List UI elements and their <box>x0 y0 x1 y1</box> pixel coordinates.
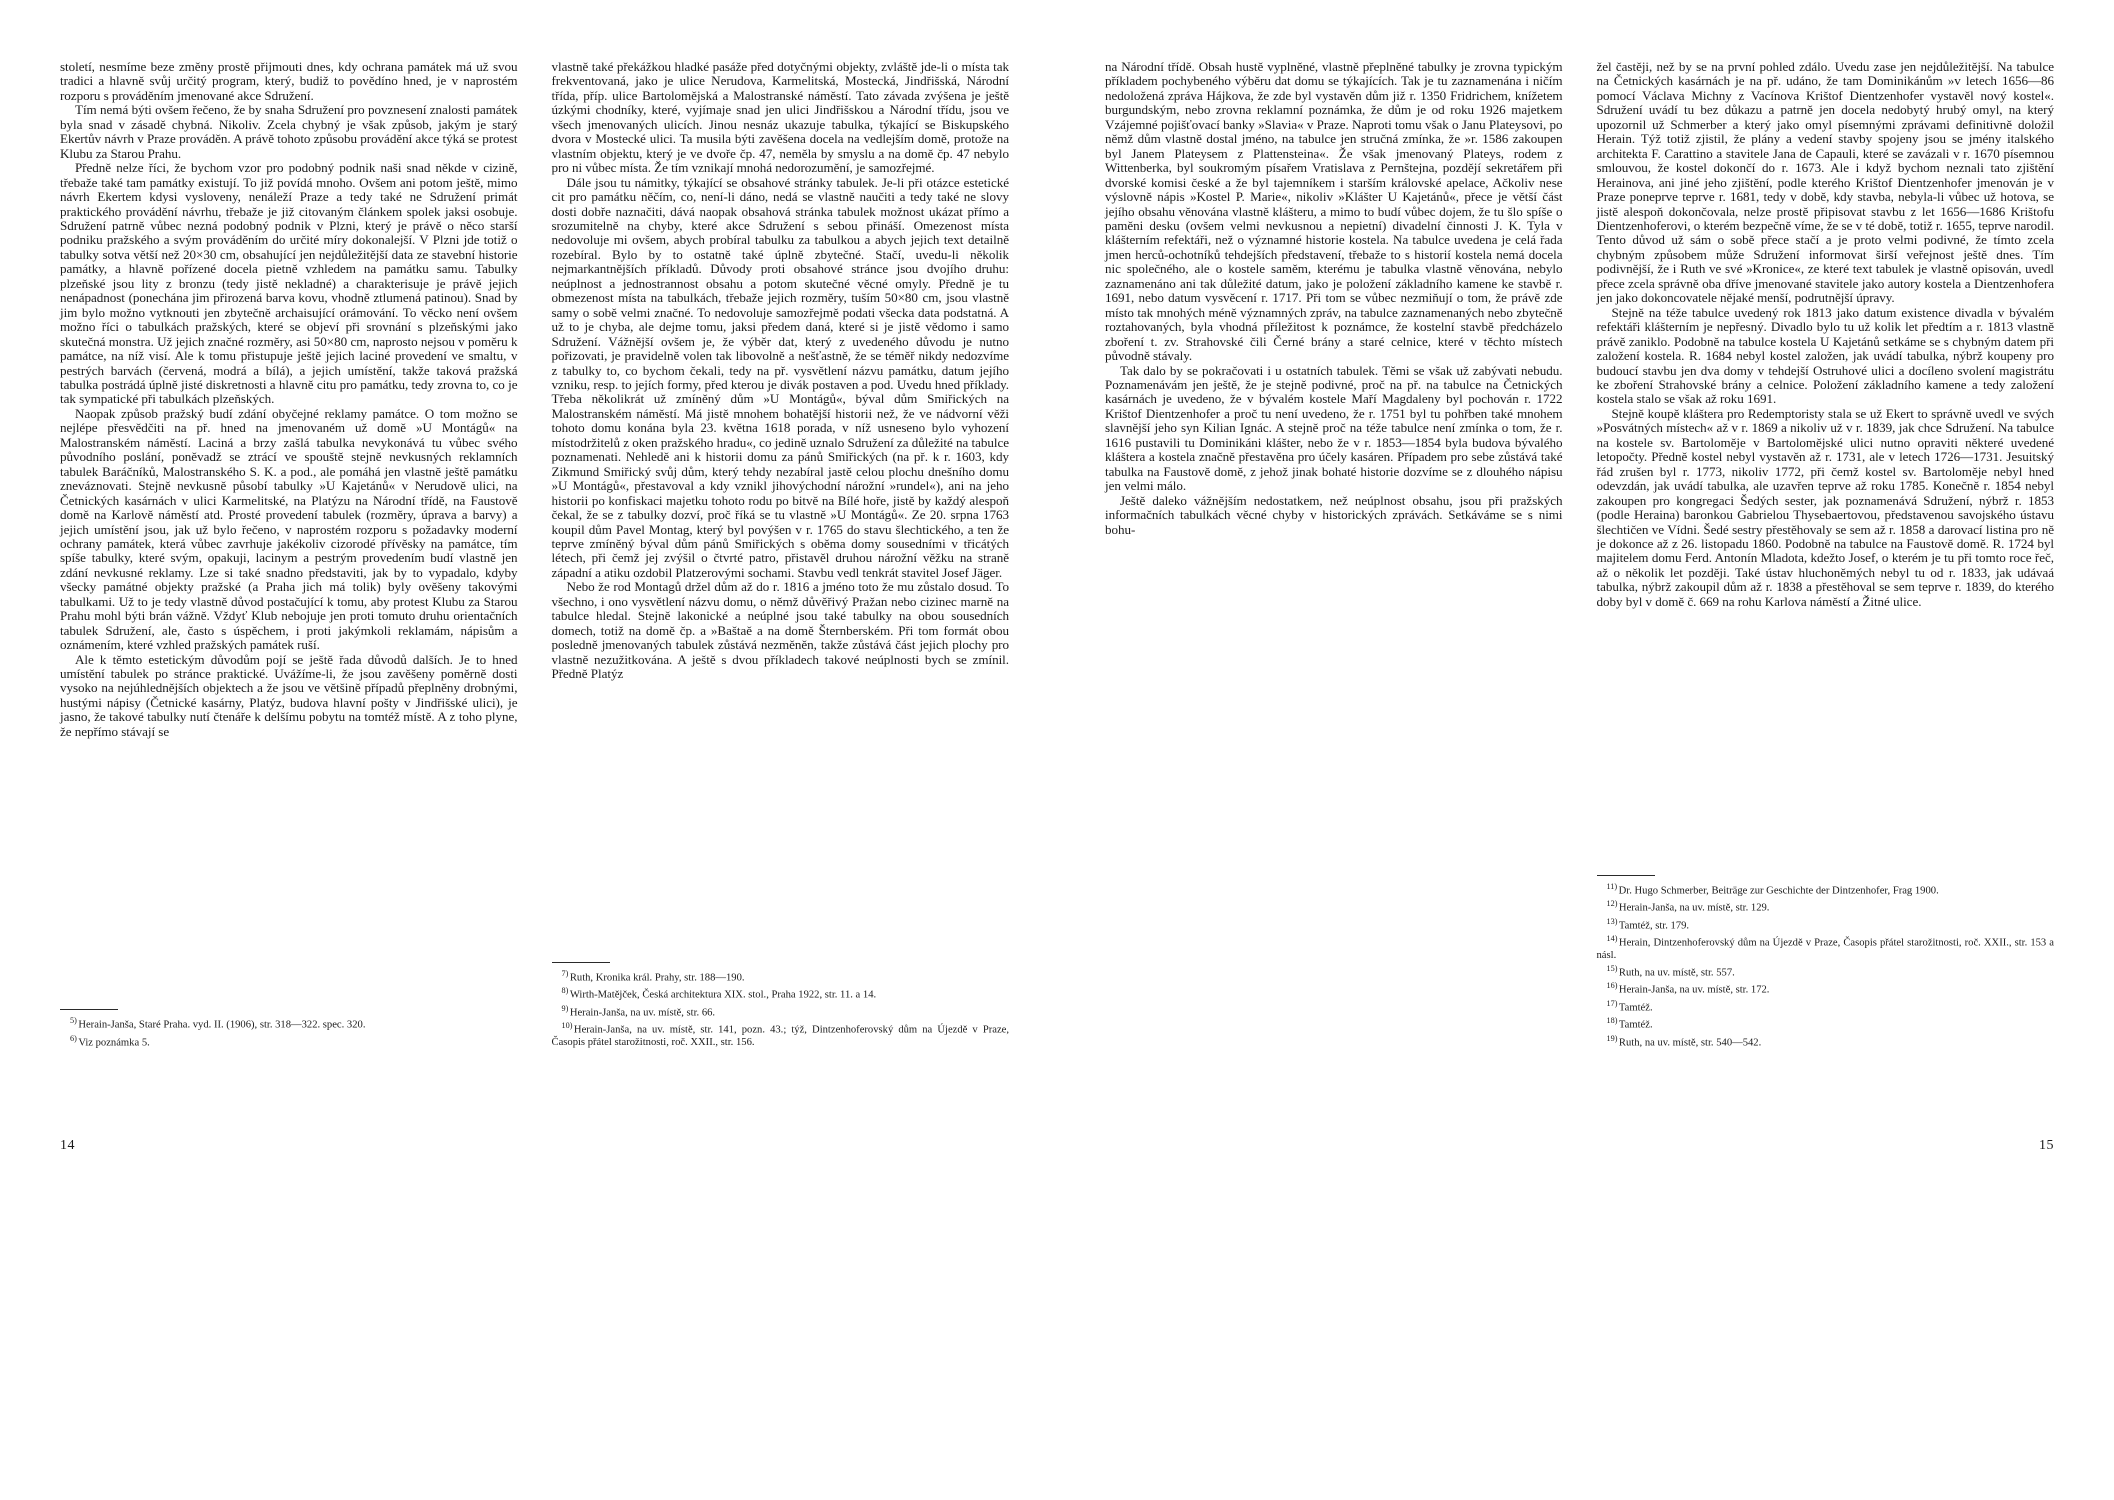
right-page <box>1057 60 2054 1460</box>
footnote-item <box>1597 963 2055 980</box>
paragraph: Tím nemá býti ovšem řečeno, že by snaha Sdružení pro povznesení znalosti památek byla snad v zásadě chybná. Nikoliv. Zcela chybný je však způsob, jakým je starý Ekertův návrh v Praze prováděn. A právě tohoto způsobu provádění akce týká se protest Klubu za Starou Prahu. <box>60 102 518 161</box>
text-block <box>552 60 1010 681</box>
footnote-marker: 9) <box>561 1003 569 1013</box>
footnote-text: Dr. Hugo Schmerber, Beiträge zur Geschichte der Dintzenhofer, Frag 1900. <box>1618 885 1939 897</box>
footnote-marker: 10) <box>561 1021 573 1031</box>
paragraph: Stejně na téže tabulce uvedený rok 1813 jako datum existence divadla v bývalém refektáři klášterním je nepřesný. Divadlo bylo tu už kolik let předtím a r. 1813 vlastně právě zaniklo. Podobně na tabulce kostela U Kajetánů setkáme se s chybným datem při založení kostela. R. 1684 nebyl kostel založen, jak uvádí tabulka, nýbrž koupeny pro budoucí stavbu jen dva domy v tehdejší Ostruhové ulici a docíleno svolení magistrátu ke zboření Strahovské brány a celnice. Položení základního kamene a tedy založení kostela stalo se však až roku 1691. <box>1596 304 2054 407</box>
footnote-text: Herain-Janša, na uv. místě, str. 129. <box>1618 902 1770 914</box>
footnote-item <box>1597 916 2055 933</box>
footnote-text: Herain, Dintzenhoferovský dům na Újezdě v Praze, Časopis přátel starožitnosti, roč. XXII., str. 153 a násl. <box>1596 937 2054 961</box>
footnote-text: Ruth, na uv. místě, str. 540—542. <box>1618 1037 1762 1049</box>
paragraph: století, nesmíme beze změny prostě přijmouti dnes, kdy ochrana památek má už svou tradici a hlavně svůj určitý program, který, budiž to povědíno hned, je v naprostém rozporu s prováděním jmenované akce Sdružení. <box>60 59 518 103</box>
left-page-columns <box>60 60 1009 1050</box>
footnote-text: Herain-Janša, na uv. místě, str. 141, pozn. 43.; týž, Dintzenhoferovský dům na Újezdě v Praze, Časopis přátel starožitnosti, roč. XXII., str. 156. <box>551 1024 1009 1049</box>
footnote-item <box>1597 881 2055 898</box>
paragraph: Ale k těmto estetickým důvodům pojí se ještě řada důvodů dalších. Je to hned umístění tabulek po stránce praktické. Uvážíme-li, že jsou zavěšeny poměrně dosti vysoko na nejúhlednějších objektech a že jsou ve většině případů přeplněny drobnými, hustými nápisy (Četnické kasárny, Platýz, budova hlavní pošty v Jindřišské ulici), je jasno, že takové tabulky nutí čtenáře k delšímu pobytu na tomtéž místě. A z toho plyne, že nepřímo stávají se <box>60 651 518 739</box>
footnote-rule <box>1597 875 1655 876</box>
footnote-text: Herain-Janša, na uv. místě, str. 66. <box>569 1007 716 1019</box>
footnote-marker: 5) <box>70 1016 77 1026</box>
footnote-marker: 19) <box>1606 1033 1618 1043</box>
left-column-2 <box>552 60 1010 1050</box>
footnote-item <box>1597 998 2055 1015</box>
paragraph: Nebo že rod Montagů držel dům až do r. 1816 a jméno toto že mu zůstalo dosud. To všechno, i ono vysvětlení názvu domu, o němž důvěřivý Pražan nebo cizinec marně na tabulce hledal. Stejně lakonické a neúplné jsou také tabulky na obou sousedních domech, totiž na domě čp. a »Baštaě a na domě Šternberském. Při tom formát obou posledně jmenovaných tabulek zůstává nezměněn, takže zůstává část jejich plochy pro vlastně nezužitkována. A ještě s dvou příkladech takové neúplnosti bych se zmínil. Předně Platýz <box>551 579 1009 682</box>
paragraph: vlastně také překážkou hladké pasáže před dotyčnými objekty, zvláště jde-li o místa tak frekventovaná, jako je ulice Nerudova, Karmelitská, Mostecká, Jindřišská, Národní třída, příp. ulice Bartolomějská a Malostranské náměstí. Tato závada zvýšena je ještě úzkými chodníky, které, vyjímaje snad jen ulici Jindřišskou a Národní třídu, jsou ve všech jmenovaných ulicích. Jinou nesnáz ukazuje tabulka, týkající se Biskupského dvora v Mostecké ulici. Ta musila býti zavěšena docela na vedlejším domě, protože na vlastním objektu, který je ve dvoře čp. 47, neměla by smyslu a na domě čp. 47 nebylo pro ni vůbec místa. Že tím vznikají mnohá nedorozumění, je samozřejmé. <box>551 59 1009 176</box>
footnote-marker: 11) <box>1606 881 1618 891</box>
footnote-text: Tamtéž. <box>1618 1019 1653 1031</box>
footnote-item <box>1597 1015 2055 1032</box>
footnote-marker: 12) <box>1606 899 1618 909</box>
footnote-marker: 16) <box>1606 981 1618 991</box>
footnote-marker: 17) <box>1606 998 1618 1008</box>
footnote-marker: 15) <box>1606 963 1618 973</box>
footnote-text: Tamtéž. <box>1618 1002 1653 1014</box>
footnote-item <box>552 1020 1010 1049</box>
footnote-text: Ruth, Kronika král. Prahy, str. 188—190. <box>569 972 745 984</box>
footnote-item <box>1597 898 2055 915</box>
footnote-block <box>1597 868 2055 1050</box>
paragraph: na Národní třídě. Obsah hustě vyplněné, vlastně přeplněné tabulky je zrovna typickým příkladem pochybeného výběru dat domu se týkajících. Tak je tu zaznamenána i ničím nedoložená zpráva Hájkova, že zde byl vystavěn dům již r. 1350 Fridrichem, knížetem burgundským, nebo zrovna reklamní poznámka, že dům je od roku 1926 majetkem Vzájemné pojišťovací banky »Slavia« v Praze. Naproti tomu však o Janu Plateysovi, po němž dům vlastně dostal jméno, na tabulce jen stručná zmínka, že »r. 1586 zakoupen byl Janem Plateysem z Plattensteina«. Že však jmenovaný Plateys, rodem z Wittenberka, byl soukromým písařem Vratislava z Pernštejna, pozdějí sekretářem při dvorské komisi české a že byl tajemníkem i starším královské apelace, Ačkoliv nese výslovně nápis »Kostel P. Marie«, nikoliv »Klášter U Kajetánů«, přece je větší část jejího obsahu věnována vlastně klášteru, a mimo to budí vůbec dojem, že tu šlo spíše o paměni desku (ovšem velmi nevkusnou a nepietní) divadelní činnosti J. K. Tyla v klášterním refektáři, než o významné historie kostela. Na tabulce uvedena je celá řada jmen herců-ochotníků tehdejších představení, třebaže to s historií kostela nemá docela nic společného, ale o kostele saměm, kterému je tabulka vlastně věnována, nebylo zaznamenáno ani tak důležité datum, jako je položení základního kamene ke stavbě r. 1691, nebo datum vysvěcení r. 1717. Při tom se vůbec nezmiňují o tom, že právě zde místo tak mnohých méně významných zpráv, na tabulce zaznamenaných nebo zbytečně roztahovaných, byla vhodná příležitost k poznámce, že kostelní stavbě předcházelo zboření t. zv. Strahovské čili Černé brány a staré celnice, které v těchto místech původně stávaly. <box>1105 59 1563 364</box>
paragraph: Stejně koupě kláštera pro Redemptoristy stala se už Ekert to správně uvedl ve svých »Posvátných místech« až v r. 1869 a nikoliv už v r. 1839, jak chce Sdružení. Na tabulce na kostele sv. Bartoloměje v Bartolomějské ulici nutno opraviti některé uvedené letopočty. Předně kostel nebyl vystavěn až r. 1731, ale v letech 1726—1731. Jesuitský řád zrušen byl r. 1773, nikoliv 1772, při čemž kostel sv. Bartoloměje nebyl hned odevzdán, jak uvádí tabulka, ale uzavřen teprve až roku 1785. Konečně r. 1854 nebyl zakoupen pro kongregaci Šedých sester, jak poznamenává Sdružení, nýbrž r. 1853 (podle Heraina) baronkou Gabrielou Thysebaertovou, představenou savojského ústavu šlechtičen ve Vídni. Šedé sestry přestěhovaly se sem až r. 1858 a darovací listina pro ně je dokonce až z 26. listopadu 1860. Podobně na tabulce na Faustově domě. R. 1724 byl majitelem domu Ferd. Antonín Mladota, kdežto Josef, o kterém je tu při tomto roce řeč, až o několik let později. Také ústav hluchoněmých nebyl tu od r. 1833, jak udávaá tabulka, nýbrž zakoupil dům až r. 1838 a přestěhoval se sem teprve r. 1839, do kterého doby byl v domě č. 669 na rohu Karlova náměstí a Žitné ulice. <box>1596 405 2054 609</box>
footnote-text: Viz poznámka 5. <box>78 1037 150 1049</box>
footnote-text: Ruth, na uv. místě, str. 557. <box>1618 967 1735 979</box>
right-column-1 <box>1105 60 1563 1050</box>
footnote-rule <box>60 1009 118 1010</box>
footnote-text: Herain-Janša, na uv. místě, str. 172. <box>1618 984 1770 996</box>
paragraph: Dále jsou tu námitky, týkající se obsahové stránky tabulek. Je-li při otázce estetické cit pro památku něčím, co, není-li dáno, nedá se vlastně naučiti a tedy také ne slovy dosti dobře naznačiti, dává naopak obsahová stránka tabulek možnost ukázat přímo a srozumitelně na chyby, které akce Sdružení s sebou přináší. Omezenost místa nedovoluje mi ovšem, abych probíral tabulku za tabulkou a abych jejich text detailně rozebíral. Bylo by to ostatně také úplně zbytečné. Stačí, uvedu-li několik nejmarkantnějších příkladů. Důvody proti obsahové stránce jsou dvojího druhu: neúplnost a jednostrannost obsahu a potom skutečné věcné omyly. Předně je tu obmezenost místa na tabulkách, třebaže jejich rozměry, tuším 50×80 cm, jsou vlastně samy o sobě velmi značné. To nedovoluje samozřejmě podati všecka data podstatná. A už to je chyba, ale dejme tomu, jaksi předem daná, které si je jistě vědomo i samo Sdružení. Vážnější ovšem je, že výběr dat, který z uvedeného důvodu je nutno pořizovati, je pravidelně volen tak libovolně a nešťastně, že se téměř nikdy nedozvíme z tabulky to, co bychom čekali, tedy na př. vysvětlení názvu památku, datum jejího vzniku, resp. to jejích formy, před kterou je divák postaven a pod. Uvedu hned příklady. Třeba několikrát už zmíněný dům »U Montágů«, býval dům Smiřických na Malostranském náměstí. Má jistě mnohem bohatější historii než, že ve nádvorní věži tohoto domu konána byla 23. května 1618 porada, v níž usneseno bylo vyhození místodržitelů z oken pražského hradu«, co jedině uznalo Sdružení za důležité na tabulce poznamenati. Nehledě ani k historii domu za pánů Smiřických (na př. k r. 1603, kdy Zikmund Smiřický svůj dům, který tehdy nezabíral jastě celou plochu dnešního domu »U Montágů«, přestavoval a kdy vznikl jihovýchodní nárožní »rundel«), ani na jeho historii po konfiskaci majetku tohoto rodu po bitvě na Bílé hoře, jistě by každý alespoň čekal, že se z tabulky dozví, proč říká se tu vlastně »U Montágů«. Ze 20. srpna 1763 koupil dům Pavel Montag, který byl povýšen v r. 1765 do stavu šlechtického, a ten že teprve zmíněný býval dům pánů Smiřických s oběma domy sousedními v třicátých létech, při čemž jej zvýšil o čtvrté patro, přistavěl druhou nárožní věžku na straně západní a atiku ozdobil Platzerovými sochami. Stavbu vedl tenkrát stavitel Josef Jäger. <box>551 174 1009 580</box>
footnote-marker: 6) <box>70 1033 77 1043</box>
footnote-item <box>1597 980 2055 997</box>
footnote-item <box>552 968 1010 985</box>
footnote-marker: 7) <box>561 968 569 978</box>
footnote-marker: 8) <box>561 986 569 996</box>
footnote-rule <box>552 962 610 963</box>
right-page-inner <box>1105 60 2054 1160</box>
footnote-text: Wirth-Matějček, Česká architektura XIX. stol., Praha 1922, str. 11. a 14. <box>569 989 877 1001</box>
footnote-marker: 13) <box>1606 916 1618 926</box>
left-column-1 <box>60 60 518 1050</box>
text-block <box>1597 60 2055 609</box>
footnote-item <box>1597 1033 2055 1050</box>
page-number-left: 14 <box>60 1138 75 1153</box>
text-block <box>1105 60 1563 537</box>
paragraph: Tak dalo by se pokračovati i u ostatních tabulek. Těmi se však už zabývati nebudu. Poznamenávám jen ještě, že je stejně podivné, proč na př. na tabulce na Četnických kasárnách je uvedeno, že v bývalém kostele Maří Magdaleny byl pochován r. 1722 Krištof Dientzenhofer a proč tu není uvedeno, že r. 1751 byl tu pohřben také mnohem slavnější jeho syn Kilian Ignác. A stejně proč na téže tabulce není zmínka o tom, že r. 1616 pustavili tu Dominikáni klášter, nebo že v r. 1853—1854 byla budova bývalého kláštera a kostela značně přestavěna pro účely kasáren. Případem pro sebe zůstává také tabulka na Faustově domě, z jehož jinak bohaté historie dozvíme se z dlouhého nápisu jen velmi málo. <box>1105 362 1563 494</box>
paragraph: Ještě daleko vážnějším nedostatkem, než neúplnost obsahu, jsou při pražských informačních tabulkách věcné chyby v historických zprávách. Setkáváme se s nimi bohu- <box>1105 492 1563 537</box>
footnote-marker: 14) <box>1606 933 1618 943</box>
footnote-item <box>1597 933 2055 962</box>
paragraph: Předně nelze říci, že bychom vzor pro podobný podnik naši snad někde v cizině, třebaže také tam památky existují. To již povídá mnoho. Ovšem ani potom ještě, mimo návrh Ekertem kdysi vysloveny, nenáleží Praze a tedy také ne Sdružení primát praktického provádění návrhu, třebaže je již citovaným článkem spolek jaksi osobuje. Sdružení patrně vůbec nezná podobný podnik v Plzni, který je právě o něco starší podniku pražského a svým prováděním do určité míry dokonalejší. V Plzni jde totiž o tabulky sotva větší než 20×30 cm, obsahující jen nejdůležitější data ze stavební historie památky, a hlavně pořízené docela pietně vzhledem na památku samu. Tabulky plzeňské jsou lity z bronzu (tedy jistě nekladné) a charakterisuje je právě jejich nenápadnost (ponechána jim přirozená barva kovu, vhodně ztlumená patinou). Snad by jim bylo možno vytknouti jen zbytečně archaisující orámování. To věcko není ovšem možno říci o tabulkách pražských, které se objeví při srovnání s plzeňskými jako skutečná monstra. Už jejich značné rozměry, asi 50×80 cm, naprosto nejsou v poměru k památce, na níž visí. Ale k tomu přistupuje ještě jejich laciné provedení ve smaltu, v pestrých barvách (červená, modrá a bílá), a jejich umístění, takže taková pražská tabulka postrádá úplně jisté diskretnosti a hlavně citu pro památku, tedy zrovna to, co je tak sympatické při tabulkách plzeňských. <box>60 160 518 407</box>
footnote-marker: 18) <box>1606 1016 1618 1026</box>
right-column-2 <box>1597 60 2055 1050</box>
paragraph: žel častěji, než by se na první pohled zdálo. Uvedu zase jen nejdůležitější. Na tabulce na Četnických kasárnách je na př. udáno, že tam Dominikánům »v letech 1656—86 pomocí Václava Michny z Vacínova Krištof Dientzenhofer vystavěl nový kostel«. Sdružení uvádí tu bez důkazu a patrně jen docela nedobytý hrubý omyl, na který upozornil už Schmerber a který jako omyl písemnými zprávami definitivně doložil Herain. Týž totiž zjistil, že plány a vedení stavby spojeny jsou se jmény italského architekta F. Carattino a stavitele Jana de Capauli, které se zavázali v r. 1670 písemnou smlouvou, že kostel dokončí do r. 1673. Ale i když bychom neznali tato zjištění Herainova, ani jiné jeho zjištění, podle kterého Krištof Dientzenhofer jmenován je v Praze poneprve teprve r. 1681, tedy v době, kdy stavba, nebyla-li vůbec už hotova, se jistě alespoň dokončovala, nelze prostě připisovat stavbu z let 1656—1686 Krištofu Dientzenhoferovi, o kterém bezpečně víme, že se v té době, totiž r. 1655, teprve narodil. Tento důvod už sám o sobě přece stačí a je proto velmi podivné, že tímto zcela chybným způsobem může Sdružení informovat širší veřejnost ještě dnes. Tím podivnější, že i Ruth ve své »Kronice«, ze které text tabulek je vlastně opisován, uvedl přece zcela správně oba dříve jmenované stavitele jako autory kostela a Dientzenhofera jen jako dokoncovatele nějaké menší, podrutnější úpravy. <box>1596 59 2054 306</box>
footnote-item <box>60 1015 518 1032</box>
footnote-block <box>60 1002 518 1050</box>
paragraph: Naopak způsob pražský budí zdání obyčejné reklamy památce. O tom možno se nejlépe přesvědčiti na př. hned na jmenovaném už domě »U Montágů« na Malostranském náměstí. Laciná a brzy zašlá tabulka nevykonává tu vůbec svého původního poslání, poněvadž se ztrácí ve spouště stejně nevkusných reklamních tabulek Baráčníků, Malostranského S. K. a pod., ale pomáhá jen vlastně ještě památku zneváznovati. Stejně nevkusně působí tabulky »U Kajetánů« v Nerudově ulici, na Četnických kasárnách v ulici Karmelitské, na Platýzu na Národní třídě, na Faustově domě na Karlově náměstí atd. Prosté provedení tabulek (rozměry, úprava a barvy) a jejich umístění jsou, jak už bylo řečeno, v naprostém rozporu s požadavky moderní ochrany památek, která vůbec zavrhuje jakékoliv cizorodé přívěsky na památce, tím spíše tabulky, které svým, opakuji, lacinym a pestrým provedením budí vlastně jen zdání nevkusné reklamy. Lze si také snadno představiti, jak by to vypadalo, kdyby všecky památné objekty pražské (a Praha jich má tolik) byly ověšeny takovými tabulkami. Už to je tedy vlastně důvod postačující k tomu, aby protest Klubu za Starou Prahu mohl býti brán vážně. Vždyť Klub nebojuje jen proti tomuto druhu orientačních tabulek Sdružení, ale, často s úspěchem, i proti jakýmkoli reklamám, nápisům a oznámením, které vzhled pražských památek ruší. <box>60 405 518 653</box>
left-page-inner <box>60 60 1009 1160</box>
page-number-right: 15 <box>2039 1138 2054 1153</box>
left-page <box>60 60 1057 1460</box>
footnote-item <box>60 1033 518 1050</box>
text-block <box>60 60 518 739</box>
footnote-item <box>552 1003 1010 1020</box>
footnote-text: Tamtéž, str. 179. <box>1618 920 1690 932</box>
footnote-text: Herain-Janša, Staré Praha. vyd. II. (1906), str. 318—322. spec. 320. <box>78 1019 366 1031</box>
footnote-block <box>552 955 1010 1050</box>
right-page-columns <box>1105 60 2054 1050</box>
footnote-item <box>552 985 1010 1002</box>
